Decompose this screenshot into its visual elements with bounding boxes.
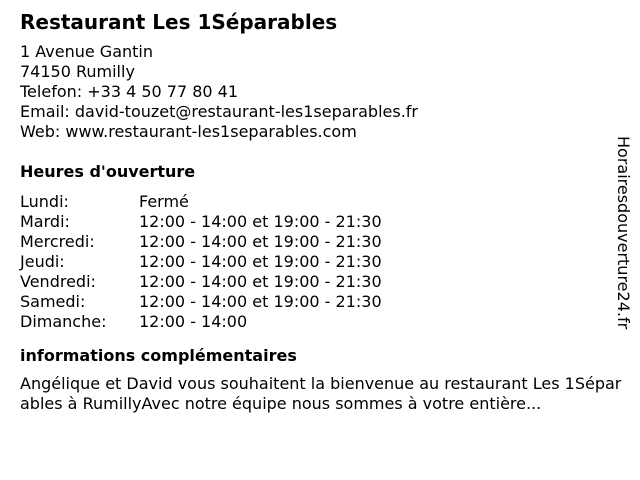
hours-day: Lundi: [20, 192, 69, 211]
hours-day: Mardi: [20, 212, 70, 231]
info-heading: informations complémentaires [20, 346, 297, 365]
page-title: Restaurant Les 1Séparables [20, 10, 338, 34]
hours-time: 12:00 - 14:00 et 19:00 - 21:30 [139, 272, 382, 291]
hours-time: 12:00 - 14:00 et 19:00 - 21:30 [139, 292, 382, 311]
hours-row-saturday [20, 292, 610, 312]
hours-table [20, 192, 610, 332]
hours-day: Vendredi: [20, 272, 96, 291]
hours-day: Mercredi: [20, 232, 95, 251]
hours-time: 12:00 - 14:00 et 19:00 - 21:30 [139, 212, 382, 231]
restaurant-card [20, 10, 622, 414]
hours-row-sunday [20, 312, 610, 332]
hours-row-friday [20, 272, 610, 292]
hours-row-tuesday [20, 212, 610, 232]
info-description: Angélique et David vous souhaitent la bienvenue au restaurant Les 1Séparables à RumillyAvec notre équipe nous sommes à votre entière... [20, 374, 622, 413]
hours-day: Jeudi: [20, 252, 65, 271]
email-text: Email: david-touzet@restaurant-les1separables.fr [20, 102, 418, 121]
hours-row-wednesday [20, 232, 610, 252]
website-text: Web: www.restaurant-les1separables.com [20, 122, 357, 141]
address-street: 1 Avenue Gantin [20, 42, 153, 61]
hours-time: 12:00 - 14:00 et 19:00 - 21:30 [139, 252, 382, 271]
contact-block [20, 42, 610, 142]
hours-day: Dimanche: [20, 312, 107, 331]
phone-text: Telefon: +33 4 50 77 80 41 [20, 82, 239, 101]
hours-day: Samedi: [20, 292, 86, 311]
hours-time: Fermé [139, 192, 189, 211]
address-city: 74150 Rumilly [20, 62, 135, 81]
hours-row-monday [20, 192, 610, 212]
hours-row-thursday [20, 252, 610, 272]
hours-time: 12:00 - 14:00 [139, 312, 248, 331]
watermark-text: Horairesdouverture24.fr [614, 136, 633, 330]
hours-heading: Heures d'ouverture [20, 162, 196, 181]
hours-time: 12:00 - 14:00 et 19:00 - 21:30 [139, 232, 382, 251]
